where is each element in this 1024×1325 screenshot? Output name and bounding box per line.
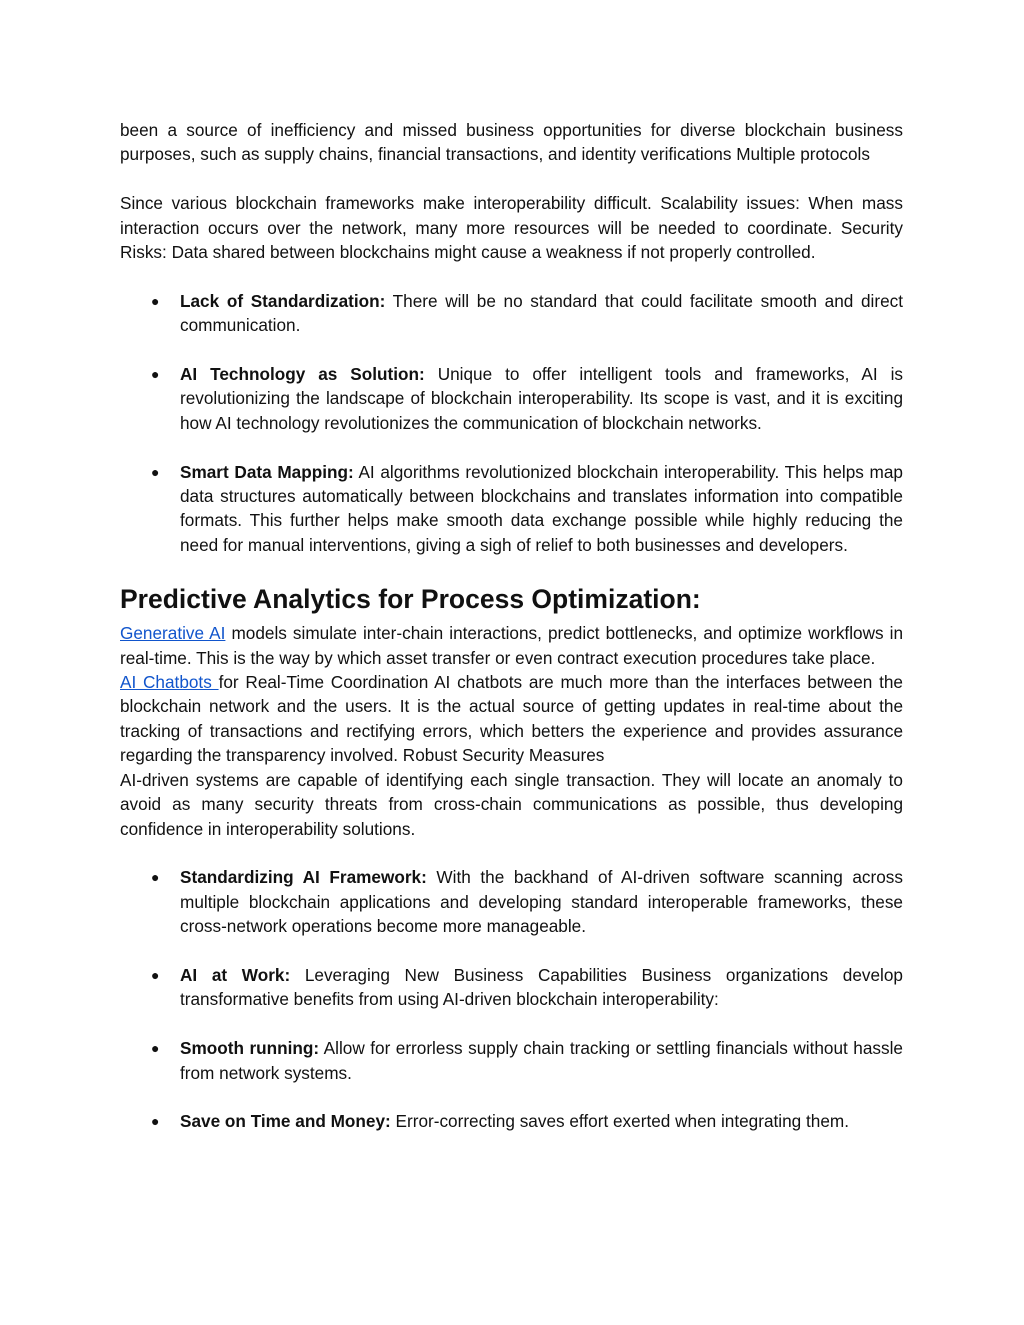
list-item [120, 362, 903, 435]
list-item-text: AI algorithms revolutionized blockchain interoperability. This helps map data structures automatically between blockchains and translates information into compatible formats. This further helps make smooth data exchange possible while highly reducing the need for manual interventions, giving a sigh of relief to both businesses and developers. [180, 461, 903, 555]
section-paragraph-3: AI-driven systems are capable of identifying each single transaction. They will locate an anomaly to avoid as many security threats from cross-chain communications as possible, thus developing confidence in interoperability solutions. [120, 769, 903, 839]
section-paragraph-2-text: for Real-Time Coordination AI chatbots are much more than the interfaces between the blockchain network and the users. It is the actual source of getting updates in real-time about the tracking of transactions and rectifying errors, which betters the experience and provides assurance regarding the transparency involved. Robust Security Measures [120, 672, 903, 766]
generative-ai-link[interactable]: Generative AI [120, 623, 226, 644]
ai-chatbots-link[interactable]: AI Chatbots [120, 672, 219, 693]
list-item-text: With the backhand of AI-driven software scanning across multiple blockchain applications and developing standard interoperable frameworks, these cross-network operations become more manageable. [180, 867, 903, 937]
list-item [120, 460, 903, 558]
list-item-label: Lack of Standardization: [180, 290, 386, 311]
list-item [120, 963, 903, 1012]
bullet-icon: ● [151, 1113, 160, 1130]
section-paragraph-1-text: models simulate inter-chain interactions, predict bottlenecks, and optimize workflows in real-time. This is the way by which asset transfer or even contract execution procedures take place. [120, 623, 904, 668]
document-page [120, 118, 903, 1134]
list-item-label: AI Technology as Solution: [180, 364, 425, 385]
list-item-label: Smooth running: [180, 1038, 320, 1059]
list-item-text: Unique to offer intelligent tools and frameworks, AI is revolutionizing the landscape of blockchain interoperability. Its scope is vast, and it is exciting how AI technology revolutionizes the communication of blockchain networks. [180, 364, 903, 433]
section-paragraph-2 [120, 670, 903, 768]
list-item-text: Leveraging New Business Capabilities Business organizations develop transformative benefits from using AI-driven blockchain interoperability: [180, 964, 903, 1010]
list-item-text: Allow for errorless supply chain tracking or settling financials without hassle from network systems. [180, 1038, 903, 1083]
list-item-label: AI at Work: [180, 964, 291, 985]
intro-paragraph-1: been a source of inefficiency and missed business opportunities for diverse blockchain business purposes, such as supply chains, financial transactions, and identity verifications Multiple protocols [120, 120, 903, 165]
list-item-text: There will be no standard that could facilitate smooth and direct communication. [180, 290, 903, 336]
list-item-label: Standardizing AI Framework: [180, 867, 427, 888]
list-item-label: Smart Data Mapping: [180, 461, 354, 482]
bullet-icon: ● [151, 1040, 160, 1057]
bullet-list-1 [120, 289, 903, 557]
list-item [120, 289, 903, 338]
list-item [120, 1036, 903, 1085]
intro-paragraph-2: Since various blockchain frameworks make interoperability difficult. Scalability issues: When mass interaction occurs over the network, many more resources will be needed to coordinate. Security Risks: Data shared between blockchains might cause a weakness if not properly controlled. [120, 193, 903, 263]
list-item [120, 865, 903, 938]
bullet-icon: ● [151, 463, 160, 480]
bullet-icon: ● [151, 366, 160, 383]
list-item [120, 1109, 903, 1133]
bullet-list-2 [120, 865, 903, 1133]
list-item-text: Error-correcting saves effort exerted when integrating them. [390, 1111, 849, 1132]
section-heading: Predictive Analytics for Process Optimization: [120, 584, 701, 615]
bullet-icon: ● [151, 292, 160, 309]
section-paragraph-1 [120, 621, 903, 670]
bullet-icon: ● [151, 869, 160, 886]
list-item-label: Save on Time and Money: [180, 1111, 391, 1132]
bullet-icon: ● [151, 966, 160, 983]
